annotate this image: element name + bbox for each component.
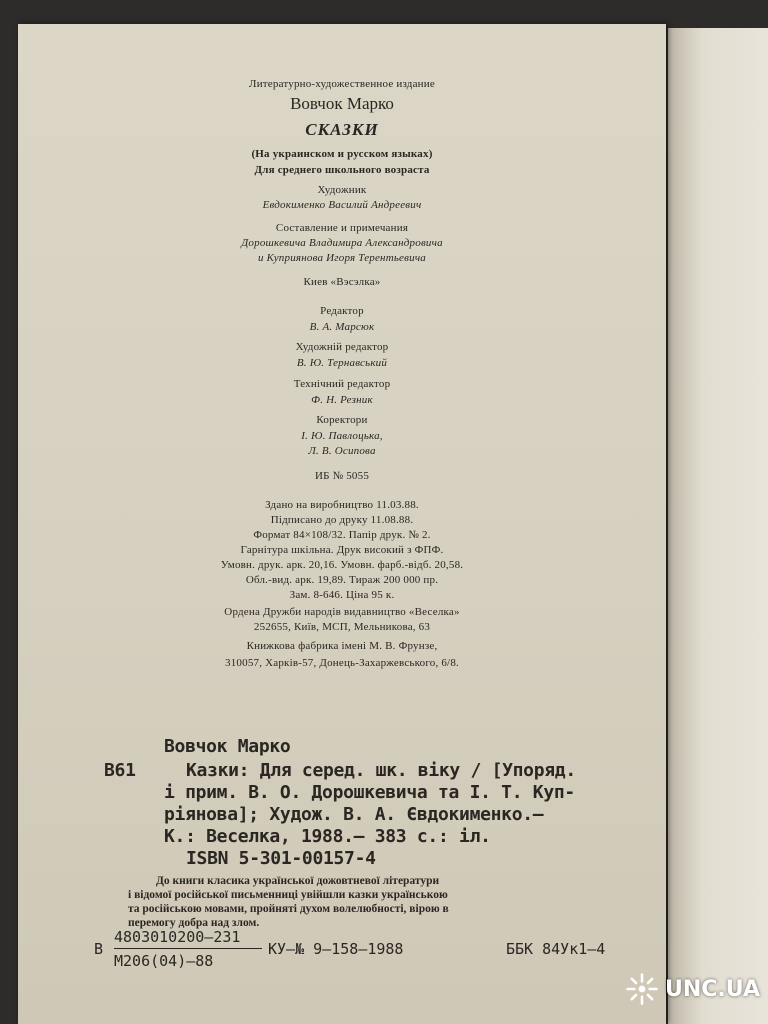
book-imprint-page: [18, 24, 666, 1024]
ku-number: КУ—№ 9—158—1988: [268, 940, 404, 958]
compilers-label: Составление и примечания: [275, 222, 409, 234]
isbn: ISBN 5-301-00157-4: [186, 848, 376, 869]
print-detail-line: Обл.-вид. арк. 19,89. Тираж 200 000 пр.: [245, 574, 439, 586]
art-editor-label: Художній редактор: [295, 341, 389, 353]
catalog-line: К.: Веселка, 1988.— 383 с.: іл.: [164, 826, 491, 847]
tech-editor-name: Ф. Н. Резник: [311, 394, 373, 406]
print-detail-line: Гарнітура шкільна. Друк високий з ФПФ.: [240, 544, 444, 556]
ib-number: ИБ № 5055: [314, 470, 370, 482]
fraction-prefix: В: [94, 940, 104, 958]
art-editor-name: В. Ю. Тернавський: [296, 357, 388, 369]
annotation-line: перемогу добра над злом.: [128, 917, 260, 929]
print-detail-line: Формат 84×108/32. Папір друк. № 2.: [253, 529, 431, 541]
next-page-edge: [668, 28, 768, 1024]
editor-name: В. А. Марсюк: [309, 321, 375, 333]
catalog-author: Вовчок Марко: [164, 736, 291, 757]
bbk-code: ББК 84Ук1—4: [506, 940, 606, 958]
fraction-bar: [114, 948, 262, 949]
print-detail-line: Умовн. друк. арк. 20,16. Умовн. фарб.-відб. 20,58.: [220, 559, 464, 571]
audience-note: Для среднего школьного возраста: [254, 164, 430, 176]
edition-type: Литературно-художественное издание: [249, 78, 435, 90]
print-detail-line: Здано на виробництво 11.03.88.: [265, 499, 419, 511]
printer-line: Книжкова фабрика імені М. В. Фрунзе,: [246, 640, 438, 652]
catalog-line: Казки: Для серед. шк. віку / [Упоряд.: [186, 760, 576, 781]
tech-editor-label: Технічний редактор: [293, 378, 391, 390]
annotation-line: та російською мовами, пройняті духом волелюбності, вірою в: [128, 903, 449, 915]
fraction-bottom: М206(04)—88: [114, 952, 214, 970]
languages-note: (На украинском и русском языках): [251, 148, 433, 160]
catalog-code: В61: [104, 760, 136, 781]
author-name: Вовчок Марко: [290, 94, 394, 113]
printer-line: 310057, Харків-57, Донець-Захаржевського, 6/8.: [225, 657, 459, 669]
artist-name: Евдокименко Василий Андреевич: [262, 199, 422, 211]
fraction-top: 4803010200—231: [114, 928, 241, 946]
book-title: СКАЗКИ: [305, 120, 379, 139]
annotation-line: і відомої російської письменниці увійшли казки українською: [128, 889, 448, 901]
starburst-icon: [625, 972, 659, 1006]
proofreaders-label: Коректори: [316, 414, 368, 426]
publisher-line: Ордена Дружби народів видавництво «Веселка»: [224, 606, 460, 618]
publisher-line: 252655, Київ, МСП, Мельникова, 63: [253, 621, 431, 633]
annotation-line: До книги класика української дожовтневої літератури: [156, 875, 440, 887]
editor-label: Редактор: [320, 305, 364, 317]
proofreader-1: І. Ю. Павлоцька,: [301, 430, 383, 442]
catalog-line: рiянова]; Худож. В. А. Євдокименко.—: [164, 804, 544, 825]
watermark-text: UNC.UA: [665, 976, 760, 1002]
watermark: [625, 972, 760, 1006]
catalog-line: і прим. В. О. Дорошкевича та І. Т. Куп-: [164, 782, 575, 803]
compilers-line-1: Дорошкевича Владимира Александровича: [241, 237, 443, 249]
city-publisher: Киев «Вэсэлка»: [303, 276, 381, 288]
compilers-line-2: и Куприянова Игоря Терентьевича: [258, 252, 426, 264]
print-detail-line: Підписано до друку 11.08.88.: [270, 514, 414, 526]
print-detail-line: Зам. 8-646. Ціна 95 к.: [289, 589, 395, 601]
proofreader-2: Л. В. Осипова: [308, 445, 376, 457]
artist-label: Художник: [317, 184, 367, 196]
